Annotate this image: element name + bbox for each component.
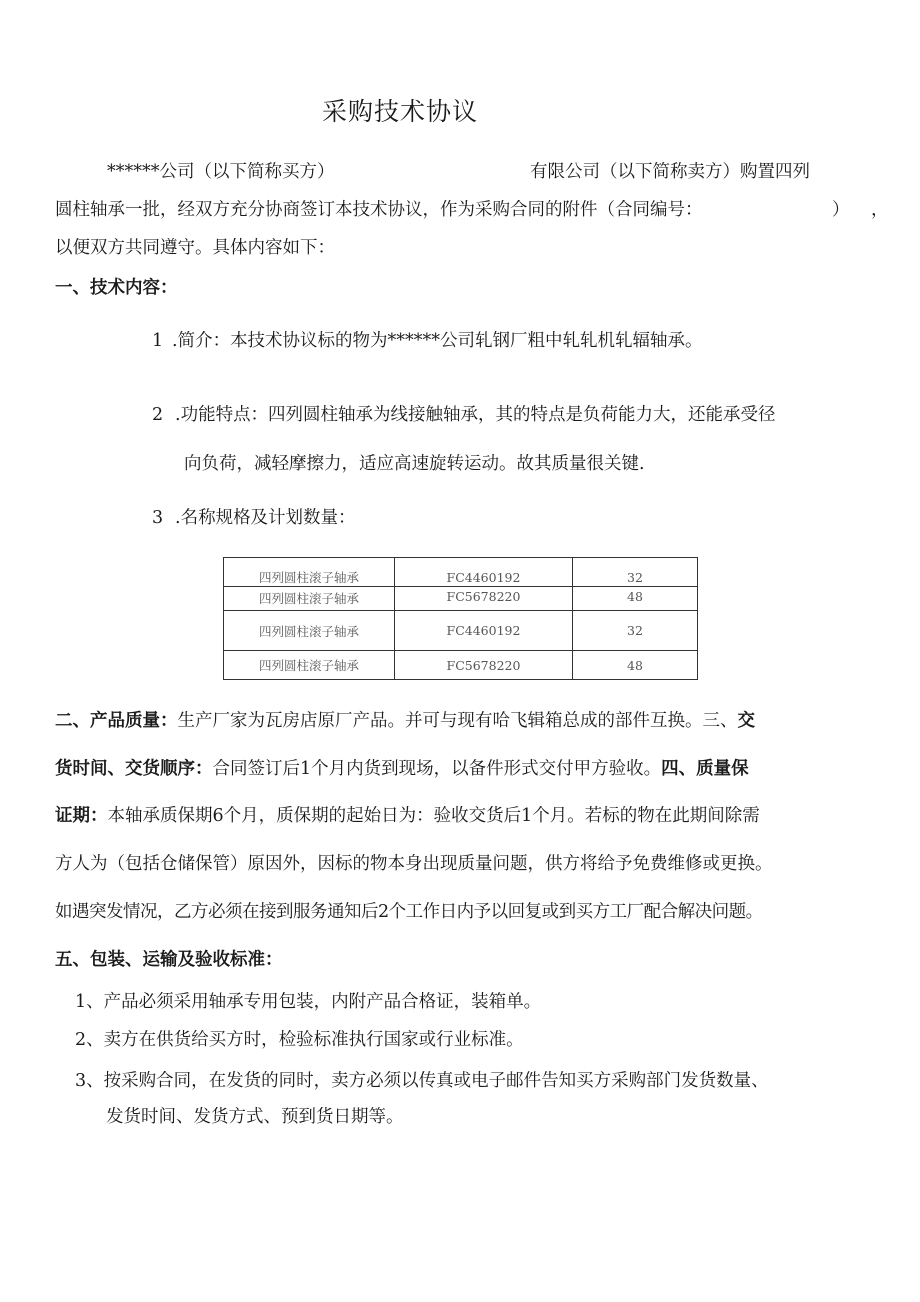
delivery-text: 合同签订后1个月内货到现场，以备件形式交付甲方验收。 xyxy=(212,759,662,779)
bearing-qty: 48 xyxy=(573,651,698,680)
intro-seller: 有限公司（以下简称卖方）购置四列 xyxy=(530,162,810,182)
section5-heading: 五、包装、运输及验收标准： xyxy=(55,950,283,970)
quality-text: 生产厂家为瓦房店原厂产品。并可与现有哈飞辑箱总成的部件互换。三、 xyxy=(177,711,738,731)
spec-table xyxy=(223,557,698,680)
bearing-model: FC4460192 xyxy=(395,558,573,587)
item2-continuation: 向负荷，减轻摩擦力，适应高速旋转运动。故其质量很关键. xyxy=(184,454,645,474)
warranty-heading: 证期： xyxy=(55,806,108,826)
bearing-model: FC4460192 xyxy=(395,611,573,651)
table-row xyxy=(224,611,698,651)
list-item-continuation: 发货时间、发货方式、预到货日期等。 xyxy=(106,1107,404,1127)
table-row xyxy=(224,587,698,611)
item2-number: 2 xyxy=(152,405,164,425)
item1-text: .简介：本技术协议标的物为******公司轧钢厂粗中轧轧机轧辐轴承。 xyxy=(172,331,703,351)
bearing-qty: 32 xyxy=(573,558,698,587)
list-item: 1、产品必须采用轴承专用包装，内附产品合格证，装箱单。 xyxy=(75,992,542,1012)
bearing-name: 四列圆柱滚子轴承 xyxy=(224,587,395,611)
bearing-name: 四列圆柱滚子轴承 xyxy=(224,611,395,651)
item2-text: .功能特点：四列圆柱轴承为线接触轴承，其的特点是负荷能力大，还能承受径 xyxy=(175,405,776,425)
warranty-text: 本轴承质保期6个月，质保期的起始日为：验收交货后1个月。若标的物在此期间除需 xyxy=(107,806,760,826)
intro-buyer: ******公司（以下简称买方） xyxy=(107,162,335,182)
warranty-text-line2: 方人为（包括仓储保管）原因外，因标的物本身出现质量问题，供方将给予免费维修或更换。 xyxy=(55,854,773,874)
page-title: 采购技术协议 xyxy=(322,97,479,126)
table-row xyxy=(224,651,698,680)
intro-line2: 圆柱轴承一批，经双方充分协商签订本技术协议，作为采购合同的附件（合同编号： xyxy=(55,200,703,220)
item3-text: .名称规格及计划数量： xyxy=(175,508,356,528)
list-item: 2、卖方在供货给买方时，检验标准执行国家或行业标准。 xyxy=(75,1030,524,1050)
item1-number: 1 xyxy=(152,331,164,351)
section1-heading: 一、技术内容： xyxy=(55,278,178,298)
bearing-qty: 32 xyxy=(573,611,698,651)
item3-number: 3 xyxy=(152,508,164,528)
quality-heading: 二、产品质量： xyxy=(55,711,178,731)
bearing-name: 四列圆柱滚子轴承 xyxy=(224,651,395,680)
bearing-model: FC5678220 xyxy=(395,651,573,680)
table-row xyxy=(224,558,698,587)
quality-line2 xyxy=(55,757,749,781)
quality-line3 xyxy=(55,804,760,828)
delivery-heading-start: 交 xyxy=(737,711,755,731)
bearing-name: 四列圆柱滚子轴承 xyxy=(224,558,395,587)
list-item: 3、按采购合同，在发货的同时，卖方必须以传真或电子邮件告知买方采购部门发货数量、 xyxy=(75,1071,769,1091)
bearing-qty: 48 xyxy=(573,587,698,611)
warranty-heading-start: 四、质量保 xyxy=(661,759,749,779)
delivery-heading: 货时间、交货顺序： xyxy=(55,759,213,779)
quality-line1 xyxy=(55,709,755,733)
intro-line3: 以便双方共同遵守。具体内容如下： xyxy=(55,238,335,258)
intro-comma: ， xyxy=(871,200,889,220)
contract-no-close: ） xyxy=(832,200,850,220)
bearing-model: FC5678220 xyxy=(395,587,573,611)
warranty-text-line3: 如遇突发情况，乙方必须在接到服务通知后2个工作日内予以回复或到买方工厂配合解决问题。 xyxy=(55,902,763,922)
